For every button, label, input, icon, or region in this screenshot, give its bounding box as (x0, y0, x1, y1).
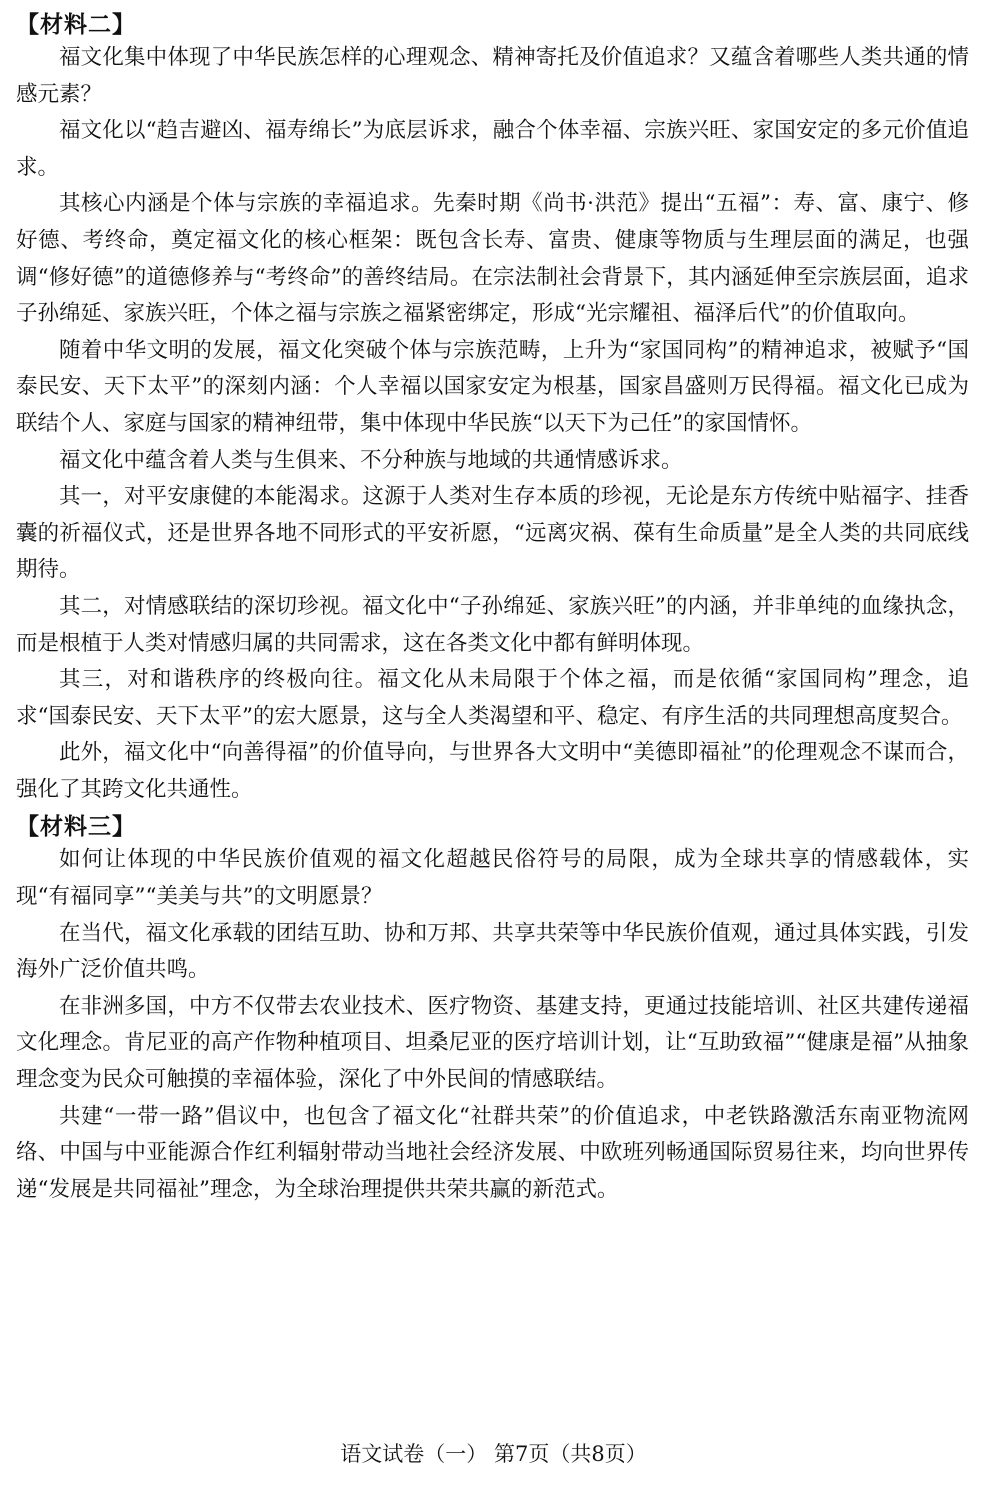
paragraph: 随着中华文明的发展，福文化突破个体与宗族范畴，上升为“家国同构”的精神追求，被赋予“国泰民安、天下太平”的深刻内涵：个人幸福以国家安定为根基，国家昌盛则万民得福。福文化已成为联结个人、家庭与国家的精神纽带，集中体现中华民族“以天下为己任”的家国情怀。 (16, 337, 969, 436)
section-heading-material-3: 【材料三】 (16, 814, 136, 841)
paragraph: 福文化中蕴含着人类与生俱来、不分种族与地域的共通情感诉求。 (59, 447, 683, 473)
paragraph: 此外，福文化中“向善得福”的价值导向，与世界各大文明中“美德即福祉”的伦理观念不谋而合，强化了其跨文化共通性。 (16, 740, 969, 802)
paragraph: 其二，对情感联结的深切珍视。福文化中“子孙绵延、家族兴旺”的内涵，并非单纯的血缘执念，而是根植于人类对情感归属的共同需求，这在各类文化中都有鲜明体现。 (16, 593, 969, 656)
page-footer: 语文试卷（一） 第7页（共8页） (340, 1442, 647, 1466)
paragraph: 其三，对和谐秩序的终极向往。福文化从未局限于个体之福，而是依循“家国同构”理念，追求“国泰民安、天下太平”的宏大愿景，这与全人类渴望和平、稳定、有序生活的共同理想高度契合。 (16, 667, 969, 729)
paragraph: 如何让体现的中华民族价值观的福文化超越民俗符号的局限，成为全球共享的情感载体，实现“有福同享”“美美与共”的文明愿景？ (16, 847, 969, 910)
section-heading-material-2: 【材料二】 (16, 12, 136, 38)
paragraph: 其核心内涵是个体与宗族的幸福追求。先秦时期《尚书·洪范》提出“五福”：寿、富、康宁、修好德、考终命，奠定福文化的核心框架：既包含长寿、富贵、健康等物质与生理层面的满足，也强调“修好德”的道德修养与“考终命”的善终结局。在宗法制社会背景下，其内涵延伸至宗族层面，追求子孙绵延、家族兴旺，个体之福与宗族之福紧密绑定，形成“光宗耀祖、福泽后代”的价值取向。 (16, 191, 969, 327)
paragraph: 福文化集中体现了中华民族怎样的心理观念、精神寄托及价值追求？又蕴含着哪些人类共通的情感元素？ (16, 45, 969, 107)
paragraph: 在非洲多国，中方不仅带去农业技术、医疗物资、基建支持，更通过技能培训、社区共建传递福文化理念。肯尼亚的高产作物种植项目、坦桑尼亚的医疗培训计划，让“互助致福”“健康是福”从抽象理念变为民众可触摸的幸福体验，深化了中外民间的情感联结。 (16, 993, 969, 1093)
paragraph: 其一，对平安康健的本能渴求。这源于人类对生存本质的珍视，无论是东方传统中贴福字、挂香囊的祈福仪式，还是世界各地不同形式的平安祈愿，“远离灾祸、葆有生命质量”是全人类的共同底线期待。 (16, 484, 969, 583)
paragraph: 共建“一带一路”倡议中，也包含了福文化“社群共荣”的价值追求，中老铁路激活东南亚物流网络、中国与中亚能源合作红利辐射带动当地社会经济发展、中欧班列畅通国际贸易往来，均向世界传递“发展是共同福祉”理念，为全球治理提供共荣共赢的新范式。 (16, 1103, 969, 1202)
paragraph: 在当代，福文化承载的团结互助、协和万邦、共享共荣等中华民族价值观，通过具体实践，引发海外广泛价值共鸣。 (16, 920, 969, 983)
paragraph: 福文化以“趋吉避凶、福寿绵长”为底层诉求，融合个体幸福、宗族兴旺、家国安定的多元价值追求。 (16, 118, 969, 180)
